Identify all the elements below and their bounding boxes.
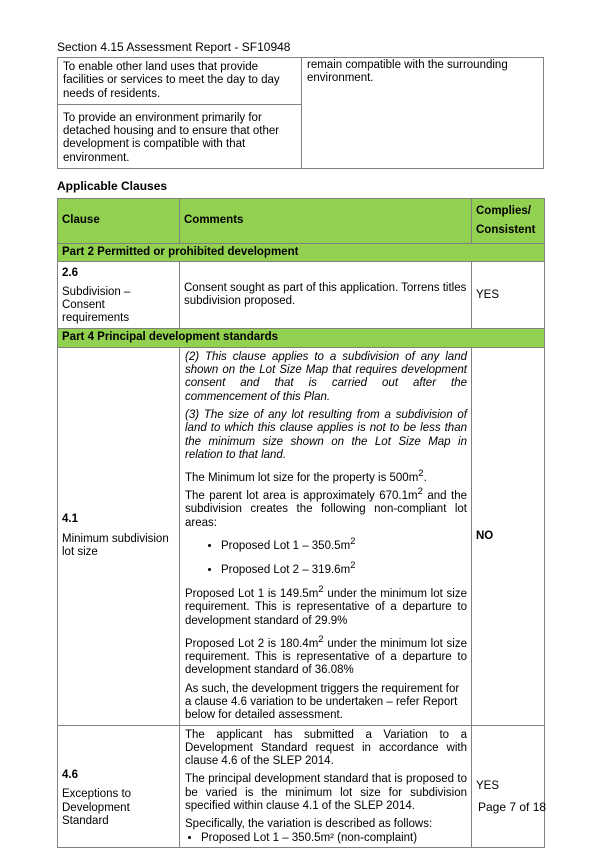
lot-2-area: Proposed Lot 2 – 319.6m [221,563,351,576]
column-header-comments: Comments [180,199,472,244]
section-row-part-4: Part 4 Principal development standards [58,329,545,347]
zone-objectives-table [57,57,544,169]
lot-2-departure: under the minimum lot size requirement. This is representative of a departure to development standard of 36.08% [185,637,467,677]
clause-name: Subdivision – Consent requirements [62,285,131,325]
list-item: • Proposed Lot 1 – 350.5m² (non-complaint) [201,832,467,845]
clause-cell-4-1 [58,347,180,725]
objective-cell: To enable other land uses that provide facilities or services to meet the day to day needs of residents. [58,58,302,105]
complies-cell-2-6: YES [472,262,545,329]
comment-paragraph [185,633,467,678]
column-header-clause: Clause [58,199,180,244]
lot-1-area: Proposed Lot 1 – 350.5m [221,539,351,552]
superscript: 2 [417,486,423,498]
clause-cell-2-6 [58,262,180,329]
column-header-complies [472,199,545,244]
report-header: Section 4.15 Assessment Report - SF10948 [57,40,291,54]
section-heading: Applicable Clauses [57,179,168,193]
comment-paragraph: The principal development standard that is proposed to be varied is the minimum lot size for subdivision specified within clause 4.1 of the SLEP 2014. [185,773,467,813]
superscript: 2 [350,560,356,572]
comment-cell-4-6 [180,725,472,847]
objective-cell: remain compatible with the surrounding environment. [302,58,544,169]
comment-cell-4-1 [180,347,472,725]
comment-paragraph: (3) The size of any lot resulting from a subdivision of land to which this clause applies is not to be less than the minimum size shown on the Lot Size Map in relation to that land. [185,408,467,461]
superscript: 2 [418,468,424,480]
comment-paragraph: Specifically, the variation is described as follows: [185,818,433,831]
clause-number: 4.1 [62,513,78,526]
clause-number: 4.6 [62,769,78,782]
complies-label: Complies/ [476,205,531,217]
comment-paragraph: The Minimum lot size for the property is $500m^2$. The parent lot area is approximately $670.1m^2$ and the subdivision creates the following non-compliant lot areas: [185,468,467,529]
complies-cell-4-6: YES [472,725,545,847]
clauses-table [57,198,545,848]
comment-paragraph: As such, the development triggers the requirement for a clause 4.6 variation to be undertaken – refer Report below for detailed assessment. [185,682,460,722]
list-item [221,535,467,553]
variation-list [185,832,467,845]
superscript: 2 [318,633,324,645]
clause-name: Exceptions to Development Standard [62,788,132,828]
lot-1-shortfall: Proposed Lot 1 is 149.5m [185,588,319,601]
min-lot-size-text: The Minimum lot size for the property is 500m [185,471,419,484]
lot-2-shortfall: Proposed Lot 2 is 180.4m [185,637,319,650]
lot-list [185,535,467,577]
comment-paragraph: The applicant has submitted a Variation to a Development Standard request in accordance with clause 4.6 of the SLEP 2014. [185,728,467,768]
list-item [221,559,467,577]
clause-cell-4-6 [58,725,180,847]
objective-cell: To provide an environment primarily for detached housing and to ensure that other development is compatible with that environment. [58,104,302,168]
clause-number: 2.6 [62,267,78,280]
superscript: 2 [350,536,356,547]
comment-cell-2-6: Consent sought as part of this application. Torrens titles subdivision proposed. [180,262,472,329]
comment-paragraph: (2) This clause applies to a subdivision of any land shown on the Lot Size Map that requires development consent and that is carried out after the commencement of this Plan. [185,350,467,403]
comment-paragraph [185,583,467,628]
page-number: Page 7 of 18 [478,800,547,814]
section-row-part-2: Part 2 Permitted or prohibited development [58,244,545,262]
clause-name: Minimum subdivision lot size [62,532,169,558]
parent-lot-text: The parent lot area is approximately 670.1m [185,490,418,503]
lot-1-departure: under the minimum lot size requirement. This is representative of a departure to development standard of 29.9% [185,588,467,627]
consistent-label: Consistent [476,224,536,236]
complies-cell-4-1: NO [472,347,545,725]
superscript: 2 [318,584,324,596]
parent-lot-text-cont: and the subdivision creates the following non-compliant lot areas: [185,490,467,529]
